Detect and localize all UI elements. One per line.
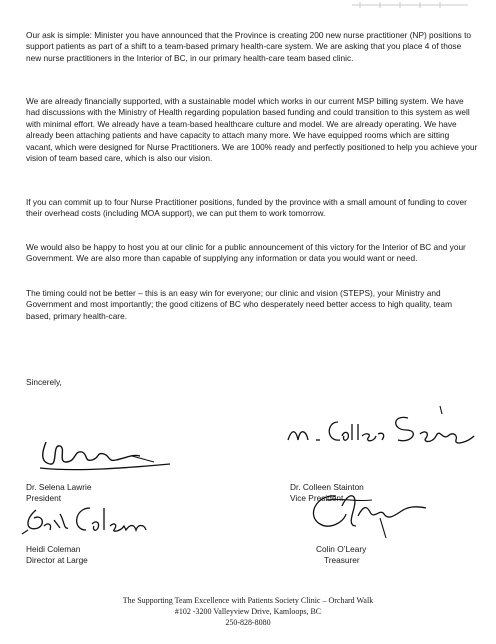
- signer-name: Dr. Selena Lawrie: [26, 482, 92, 492]
- signer-title: Vice President: [290, 493, 344, 504]
- signer-name: Heidi Coleman: [26, 544, 81, 554]
- footer-address: #102 -3200 Valleyview Drive, Kamloops, BC: [174, 607, 322, 616]
- footer-clinic-name: The Supporting Team Excellence with Patients Society Clinic – Orchard Walk: [122, 596, 374, 605]
- signer-block-coleman: [26, 544, 88, 566]
- signer-title: Treasurer: [324, 555, 360, 566]
- signature-heidi-coleman: [20, 500, 170, 542]
- footer-phone: 250-828-8080: [225, 618, 271, 627]
- paragraph-commit: If you can commit up to four Nurse Practitioner positions, funded by the province with a small amount of funding to cover their overhead costs (including MOA support), we can put them to work tomorrow.: [26, 197, 467, 219]
- received-stamp-mark: [350, 0, 470, 10]
- clinic-footer: [0, 595, 496, 628]
- signer-name: Colin O’Leary: [316, 544, 367, 554]
- paragraph-ask: Our ask is simple: Minister you have announced that the Province is creating 200 new nurse practitioner (NP) positions to support patients as part of a shift to a team-based primary health-care system. We are asking that you place 4 of those new nurse practitioners in the Interior of BC, in our primary health-care team based clinic.: [26, 30, 472, 63]
- signature-colin-oleary: [296, 486, 436, 542]
- signature-colleen-stainton: [282, 400, 482, 456]
- signer-title: Director at Large: [26, 555, 88, 566]
- paragraph-host: We would also be happy to host you at our clinic for a public announcement of this victory for the Interior of BC and your Government. We are also more than capable of supplying any information or data you would want or need.: [26, 242, 466, 264]
- signer-name: Dr. Colleen Stainton: [290, 482, 364, 492]
- paragraph-support: We are already financially supported, with a sustainable model which works in our current MSP billing system. We have had discussions with the Ministry of Health regarding population based funding and could transition to this system as well with minimal effort. We already have a team-based healthcare culture and model. We are already operating. We have already been attaching patients and have capacity to attach many more. We have equipped rooms which are sitting vacant, which were designed for Nurse Practitioners. We are 100% ready and perfectly positioned to help you achieve your vision of team based care, which is also our vision.: [26, 96, 478, 164]
- closing-salutation: Sincerely,: [26, 377, 62, 387]
- signature-selena-lawrie: [36, 432, 176, 480]
- paragraph-timing: The timing could not be better – this is an easy win for everyone; our clinic and vision (STEPS), your Ministry and Government and most importantly; the good citizens of BC who desperately need better access to high quality, team based, primary health-care.: [26, 288, 452, 321]
- signer-title: President: [26, 493, 62, 504]
- signer-block-oleary: [316, 544, 366, 566]
